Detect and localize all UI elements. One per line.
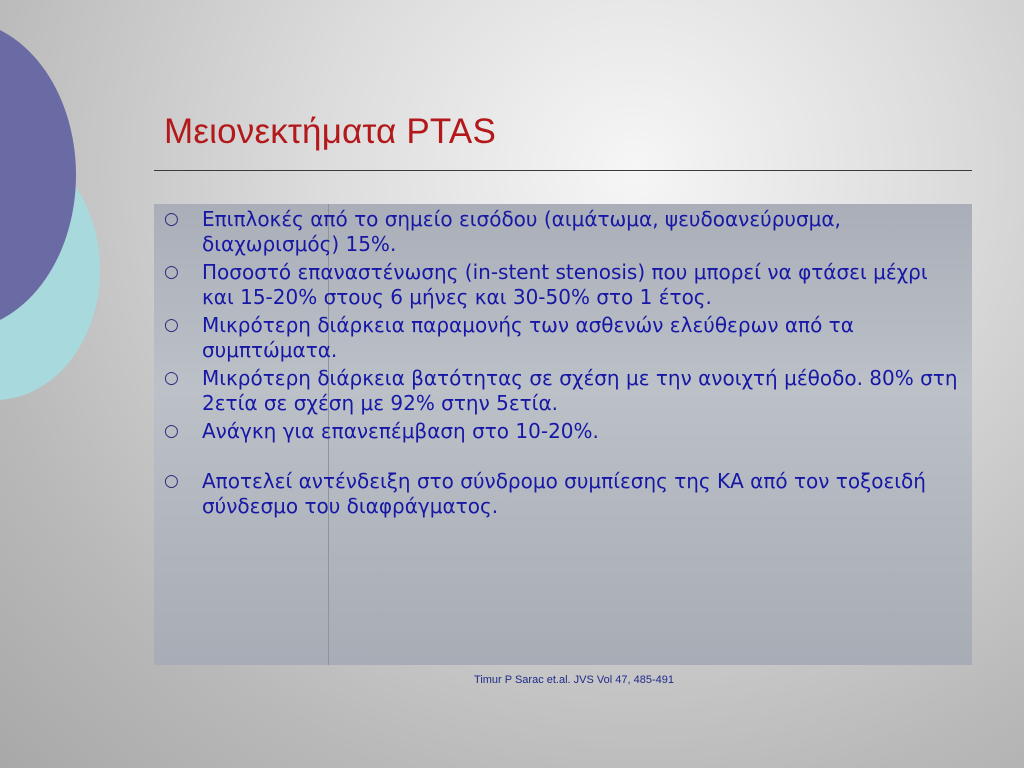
bullet-item <box>154 207 972 257</box>
circle-outline-icon: ○ <box>164 368 179 388</box>
citation: Timur P Sarac et.al. JVS Vol 47, 485-491 <box>474 674 674 686</box>
bullet-text: Αποτελεί αντένδειξη στο σύνδρομο συμπίεσης της ΚΑ από τον τοξοειδή σύνδεσμο του διαφράγματος. <box>202 469 926 518</box>
content-box <box>154 204 972 665</box>
bullet-text: Επιπλοκές από το σημείο εισόδου (αιμάτωμα, ψευδοανεύρυσμα, διαχωρισμός) 15%. <box>202 207 841 256</box>
circle-outline-icon: ○ <box>164 315 179 335</box>
bullet-text: Μικρότερη διάρκεια παραμονής των ασθενών ελεύθερων από τα συμπτώματα. <box>202 313 854 362</box>
circle-outline-icon: ○ <box>164 421 179 441</box>
bullet-item <box>154 469 972 519</box>
bullet-text: Μικρότερη διάρκεια βατότητας σε σχέση με την ανοιχτή μέθοδο. 80% στη 2ετία σε σχέση με 92% στην 5ετία. <box>202 366 958 415</box>
bullet-item <box>154 260 972 310</box>
bullet-item <box>154 419 972 444</box>
circle-outline-icon: ○ <box>164 471 179 491</box>
circle-outline-icon: ○ <box>164 209 179 229</box>
slide-title: Μειονεκτήματα PTAS <box>164 112 496 151</box>
bullet-text: Ανάγκη για επανεπέμβαση στο 10-20%. <box>202 419 599 443</box>
bullet-text: Ποσοστό επαναστένωσης (in-stent stenosis) που μπορεί να φτάσει μέχρι και 15-20% στους 6 μήνες και 30-50% στο 1 έτος. <box>202 260 928 309</box>
bullet-item <box>154 366 972 416</box>
bullet-list <box>154 207 972 522</box>
circle-outline-icon: ○ <box>164 262 179 282</box>
title-divider <box>154 170 972 171</box>
bullet-item <box>154 313 972 363</box>
